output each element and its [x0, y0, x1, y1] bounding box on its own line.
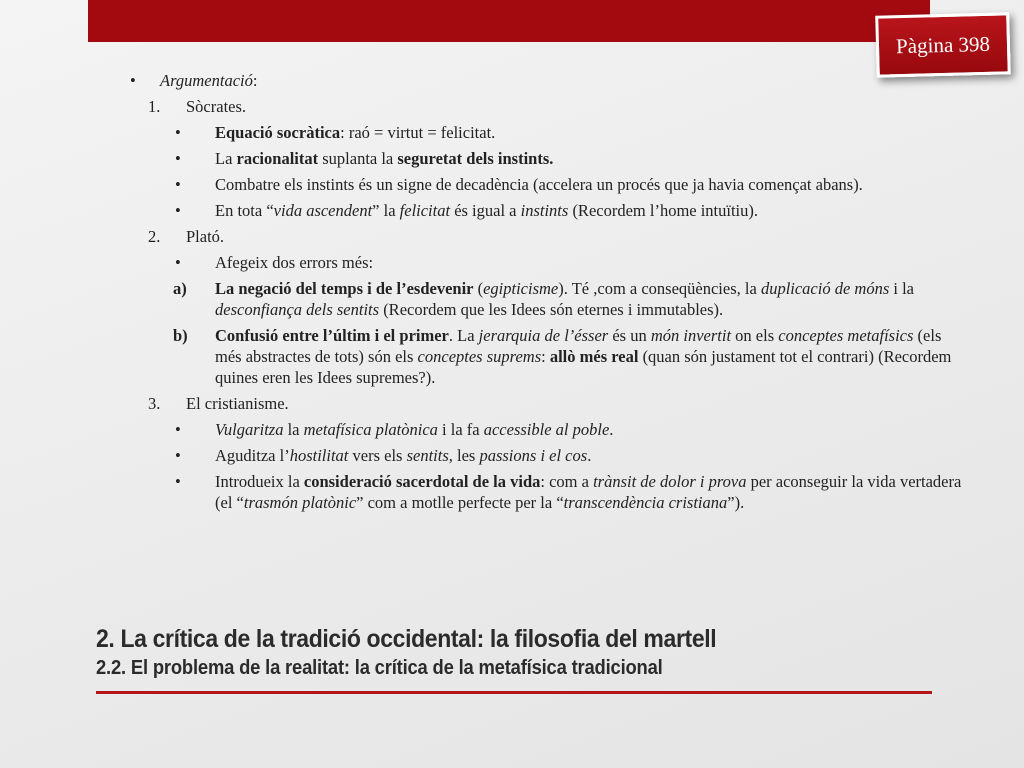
section-cristianisme — [120, 393, 970, 414]
list-item: • Introdueix la consideració sacerdotal de la vida: com a trànsit de dolor i prova per aconseguir la vida vertadera (el “trasmón platònic” com a motlle perfecte per la “transcendència cristiana”). — [175, 472, 962, 512]
section-number: 3. — [148, 394, 161, 413]
bullet-marker: • — [175, 253, 181, 272]
bullet-marker: • — [175, 175, 181, 194]
footer-divider — [96, 691, 932, 694]
argumentacio-item: • Argumentació: — [130, 71, 258, 90]
list-item: • Equació socràtica: raó = virtut = felicitat. — [175, 123, 496, 142]
list-item: • En tota “vida ascendent” la felicitat és igual a instints (Recordem l’home intuïtiu). — [175, 201, 759, 220]
bullet-marker: • — [175, 446, 181, 465]
argumentacio-label: Argumentació — [160, 71, 253, 90]
top-accent-bar — [88, 0, 930, 42]
section-number: 1. — [148, 97, 161, 116]
alpha-marker: a) — [173, 279, 187, 298]
bullet-marker: • — [175, 420, 181, 439]
section-socrates — [120, 96, 970, 117]
section-title: Sòcrates. — [186, 97, 247, 116]
list-item-b: b) Confusió entre l’últim i el primer. La jerarquia de l’ésser és un món invertit on els conceptes metafísics (els més abstractes de tots) són els conceptes suprems: allò més real (quan són justament tot el contrari) (Recordem quines eren les Idees supremes?). — [173, 326, 952, 387]
section-title: El cristianisme. — [186, 394, 289, 413]
page-number-badge — [875, 12, 1011, 77]
list-item: • Combatre els instints és un signe de decadència (accelera un procés que ja havia començat abans). — [175, 175, 863, 194]
section-number: 2. — [148, 227, 161, 246]
bullet-marker: • — [175, 472, 181, 491]
slide-title: 2. La crítica de la tradició occidental: la filosofia del martell — [96, 625, 717, 653]
bullet-marker: • — [175, 201, 181, 220]
section-title: Plató. — [186, 227, 225, 246]
section-plato — [120, 226, 970, 247]
bullet-marker: • — [175, 149, 181, 168]
list-item: • Aguditza l’hostilitat vers els sentits, les passions i el cos. — [175, 446, 592, 465]
bullet-marker: • — [175, 123, 181, 142]
list-item: • La racionalitat suplanta la seguretat dels instints. — [175, 149, 554, 168]
bullet-marker: • — [130, 71, 136, 90]
slide-subtitle: 2.2. El problema de la realitat: la crítica de la metafísica tradicional — [96, 657, 663, 679]
list-item: • Vulgaritza la metafísica platònica i la fa accessible al poble. — [175, 420, 614, 439]
list-item: • Afegeix dos errors més: — [175, 253, 374, 272]
page-number-label: Pàgina 398 — [895, 31, 991, 58]
alpha-marker: b) — [173, 326, 188, 345]
list-item-a: a) La negació del temps i de l’esdevenir (egipticisme). Té ,com a conseqüències, la duplicació de móns i la desconfiança dels sentits (Recordem que les Idees són eternes i immutables). — [173, 279, 914, 319]
slide-footer — [96, 624, 936, 680]
slide-content — [120, 70, 970, 518]
